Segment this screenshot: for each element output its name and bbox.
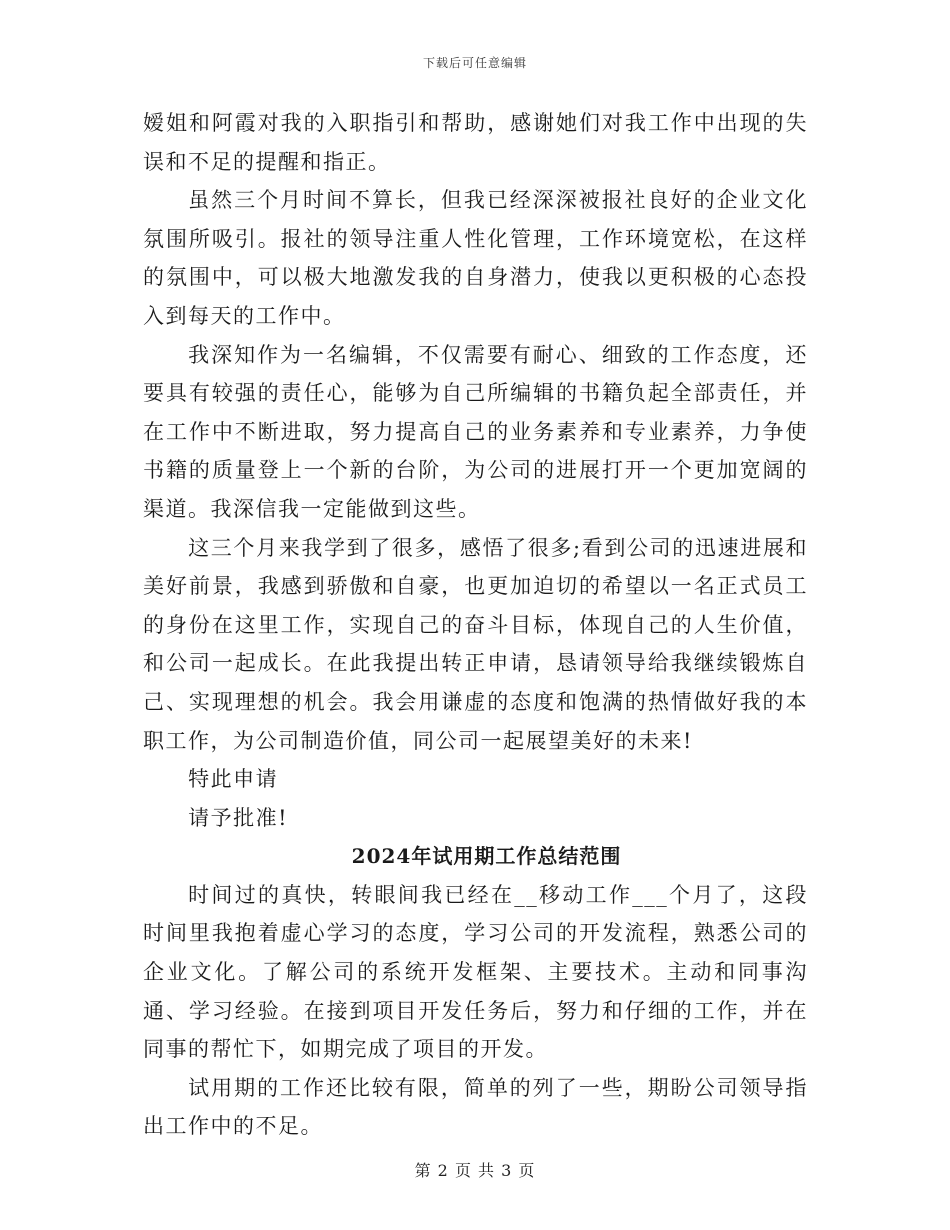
section-paragraph: 试用期的工作还比较有限，简单的列了一些，期盼公司领导指出工作中的不足。 xyxy=(143,1075,808,1139)
body-paragraph: 虽然三个月时间不算长，但我已经深深被报社良好的企业文化氛围所吸引。报社的领导注重人性化管理，工作环境宽松，在这样的氛围中，可以极大地激发我的自身潜力，使我以更积极的心态投入到每天的工作中。 xyxy=(143,188,808,328)
body-paragraph: 这三个月来我学到了很多，感悟了很多;看到公司的迅速进展和美好前景，我感到骄傲和自豪，也更加迫切的希望以一名正式员工的身份在这里工作，实现自己的奋斗目标，体现自己的人生价值，和公司一起成长。在此我提出转正申请，恳请领导给我继续锻炼自己、实现理想的机会。我会用谦虚的态度和饱满的热情做好我的本职工作，为公司制造价值，同公司一起展望美好的未来! xyxy=(143,535,808,753)
body-paragraph: 嫒姐和阿霞对我的入职指引和帮助，感谢她们对我工作中出现的失误和不足的提醒和指正。 xyxy=(143,111,808,174)
document-body xyxy=(143,104,808,1146)
page-footer: 第 2 页 共 3 页 xyxy=(414,1161,536,1180)
section-paragraph: 时间过的真快，转眼间我已经在__移动工作___个月了，这段时间里我抱着虚心学习的态度，学习公司的开发流程，熟悉公司的企业文化。了解公司的系统开发框架、主要技术。主动和同事沟通、学习经验。在接到项目开发任务后，努力和仔细的工作，并在同事的帮忙下，如期完成了项目的开发。 xyxy=(143,882,808,1062)
body-paragraph: 我深知作为一名编辑，不仅需要有耐心、细致的工作态度，还要具有较强的责任心，能够为自己所编辑的书籍负起全部责任，并在工作中不断进取，努力提高自己的业务素养和专业素养，力争使书籍的质量登上一个新的台阶，为公司的进展打开一个更加宽阔的渠道。我深信我一定能做到这些。 xyxy=(143,342,808,521)
closing-line-approval: 请予批准! xyxy=(188,805,289,830)
page-header: 下载后可任意编辑 xyxy=(422,56,527,70)
closing-line-request: 特此申请 xyxy=(188,767,279,792)
section-title: 2024年试用期工作总结范围 xyxy=(351,844,622,869)
